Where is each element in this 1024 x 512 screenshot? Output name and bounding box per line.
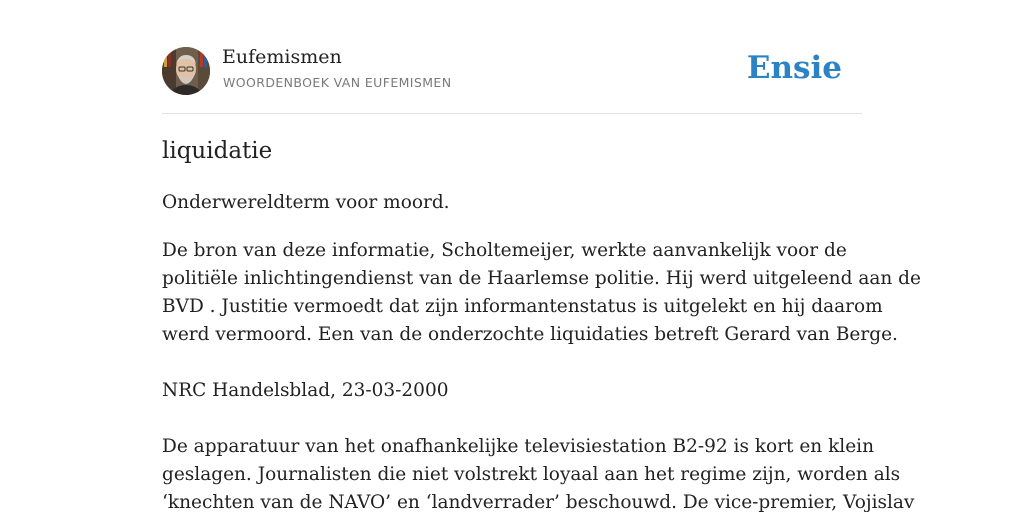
avatar[interactable] <box>162 47 210 95</box>
header <box>162 0 862 114</box>
avatar-portrait-icon <box>162 47 210 95</box>
body-line: geslagen. Journalisten die niet volstrekt loyaal aan het regime zijn, worden als <box>162 464 901 485</box>
body-line: politiële inlichtingendienst van de Haarlemse politie. Hij werd uitgeleend aan de <box>162 268 921 289</box>
entry-body <box>162 237 921 512</box>
entry-title: liquidatie <box>162 138 273 164</box>
source-citation: NRC Handelsblad, 23-03-2000 <box>162 380 449 401</box>
body-line: De bron van deze informatie, Scholtemeijer, werkte aanvankelijk voor de <box>162 240 847 261</box>
body-line: De apparatuur van het onafhankelijke televisiestation B2-92 is kort en klein <box>162 436 874 457</box>
brand-logo[interactable]: Ensie <box>746 50 842 86</box>
body-line: werd vermoord. Een van de onderzochte liquidaties betreft Gerard van Berge. <box>162 324 898 345</box>
body-line: BVD . Justitie vermoedt dat zijn informantenstatus is uitgelekt en hij daarom <box>162 296 883 317</box>
body-line: ‘knechten van de NAVO’ en ‘landverrader’ beschouwd. De vice-premier, Vojislav <box>162 492 915 512</box>
author-name[interactable]: Eufemismen <box>222 46 342 68</box>
paragraph-gap <box>162 349 862 377</box>
page-container <box>162 0 921 512</box>
author-subtitle[interactable]: WOORDENBOEK VAN EUFEMISMEN <box>223 75 452 90</box>
paragraph-gap <box>162 405 862 433</box>
entry-definition: Onderwereldterm voor moord. <box>162 192 450 213</box>
